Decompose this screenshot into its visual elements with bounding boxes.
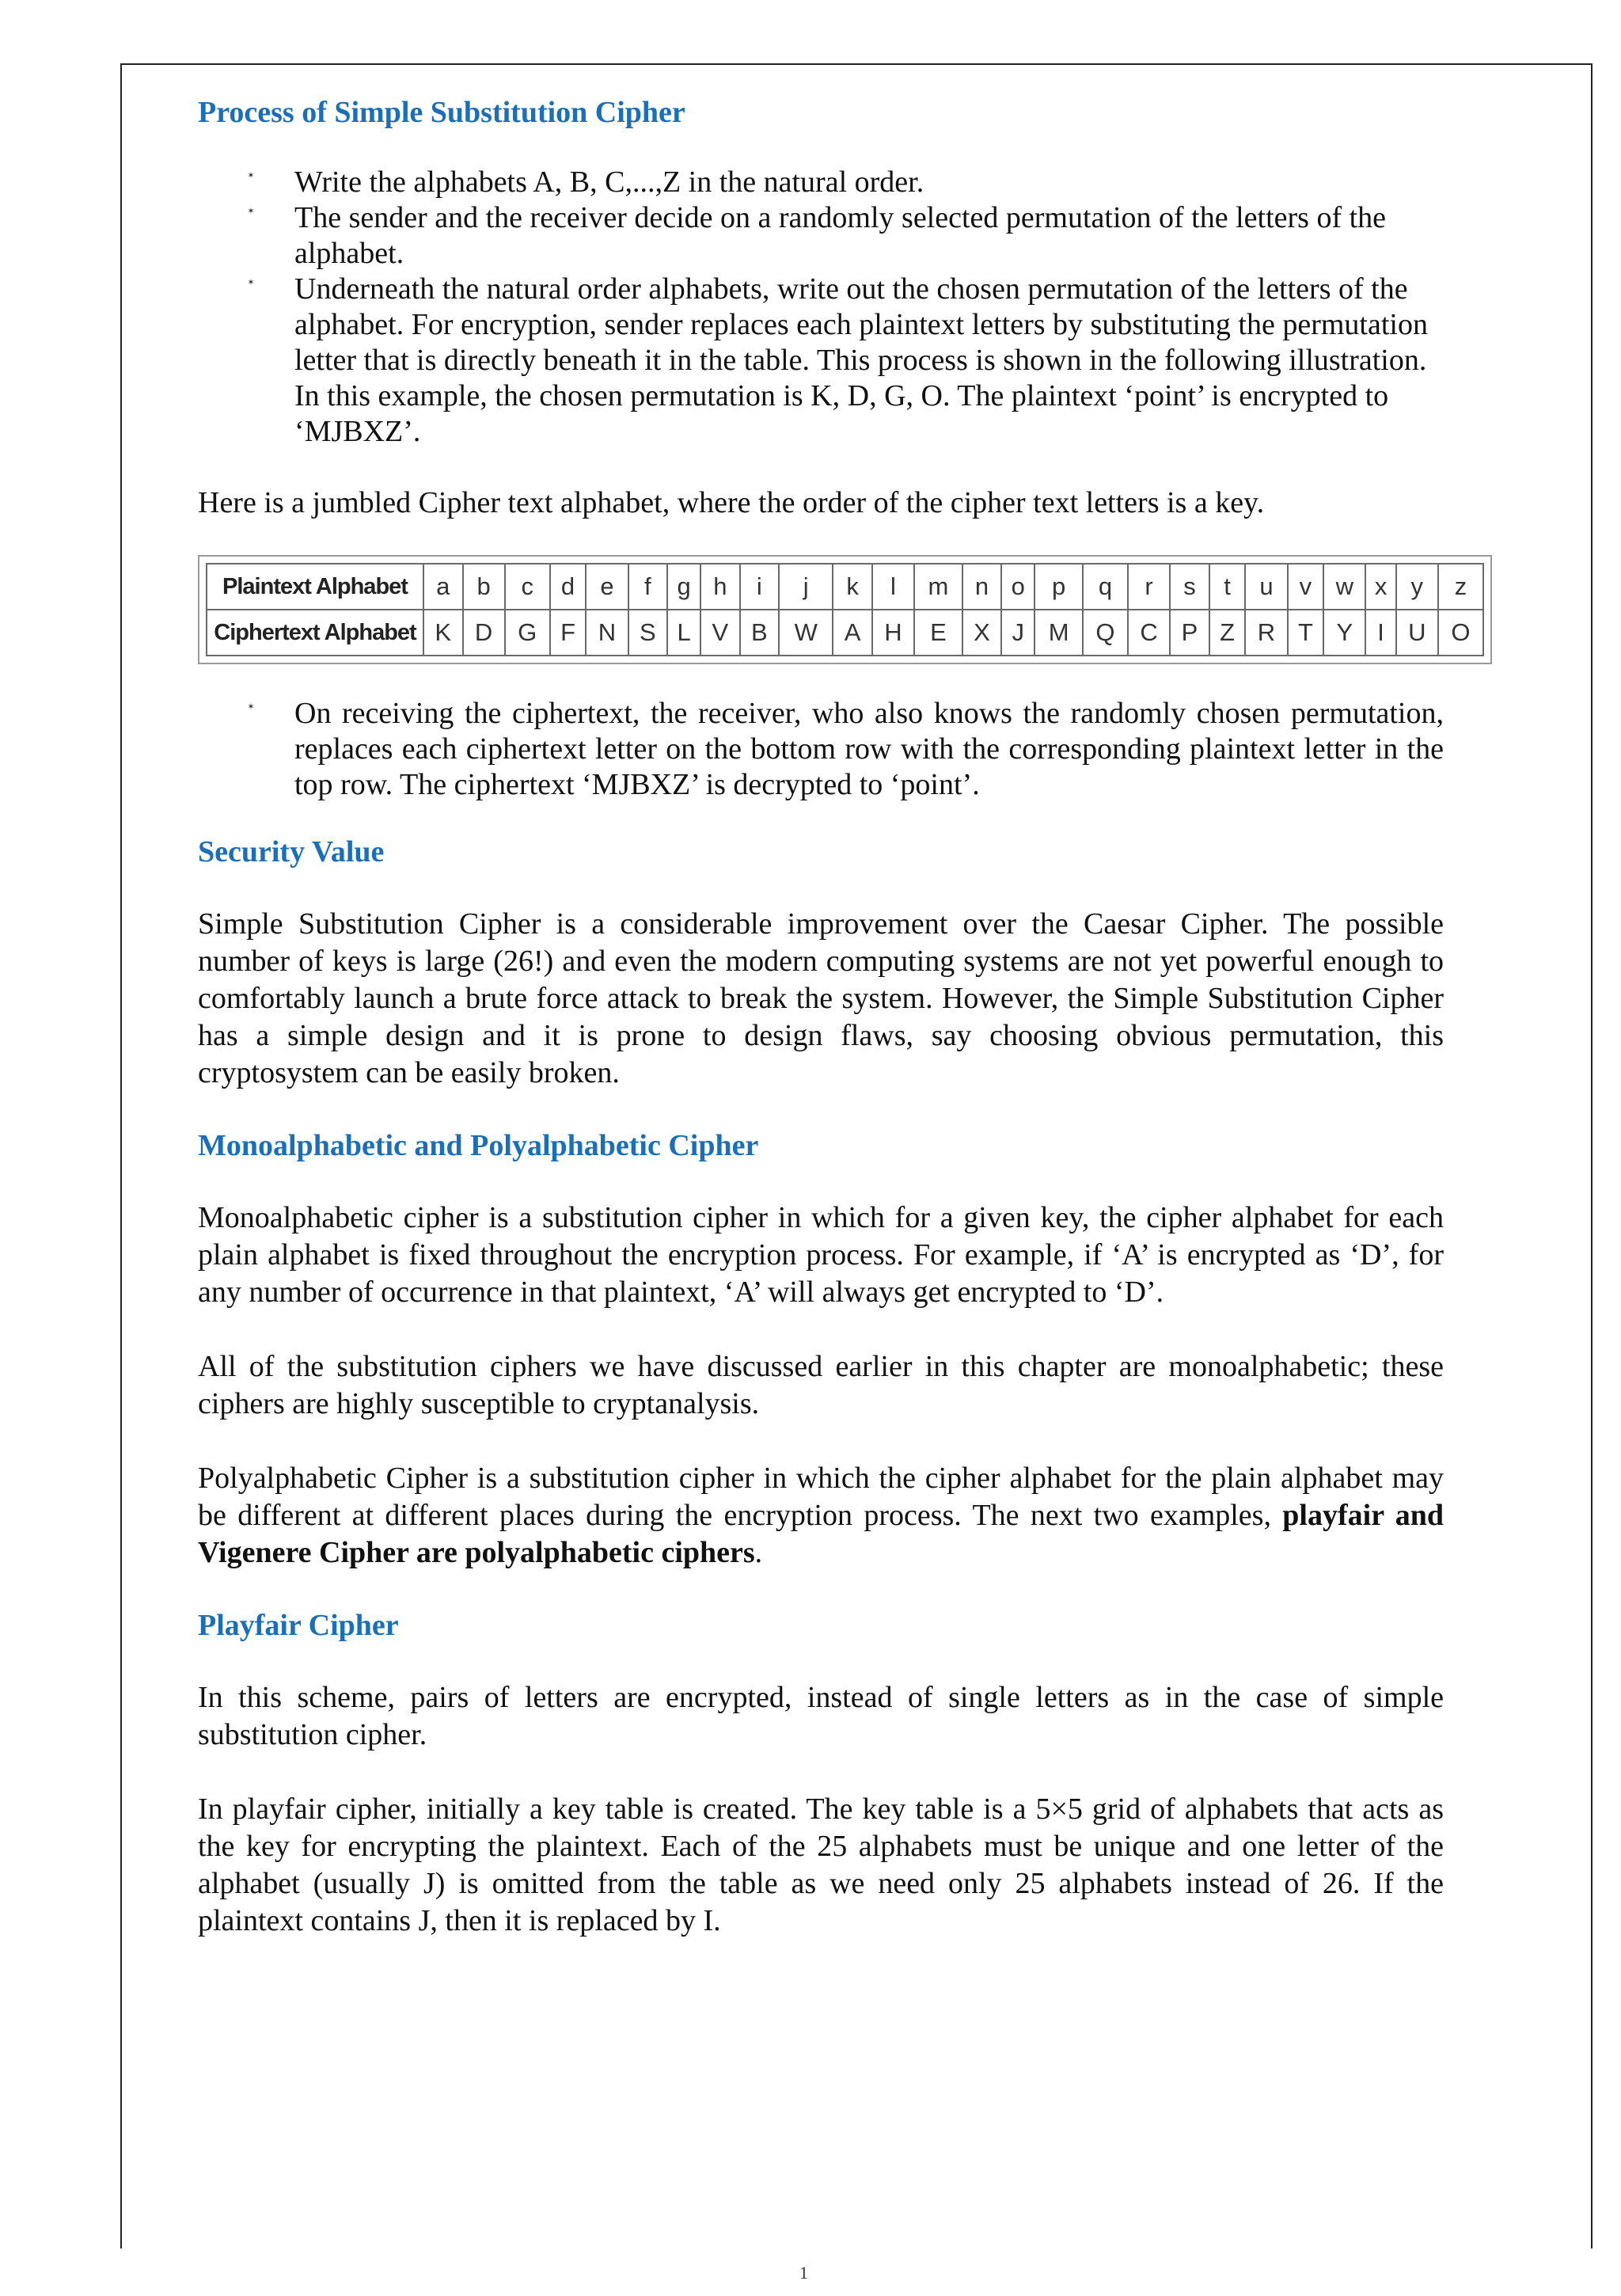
plaintext-cell: y: [1396, 564, 1438, 610]
security-paragraph: Simple Substitution Cipher is a considerable improvement over the Caesar Cipher. The possible number of keys is large (26!) and even the modern computing systems are not yet powerful enough to comfortably launch a brute force attack to break the system. However, the Simple Substitution Cipher has a simple design and it is prone to design flaws, say choosing obvious permutation, this cryptosystem can be easily broken.: [198, 907, 1444, 1089]
plaintext-cell: s: [1170, 564, 1209, 610]
ciphertext-cell: L: [667, 610, 700, 656]
plaintext-cell: k: [833, 564, 872, 610]
list-item: ✶ On receiving the ciphertext, the receiver, who also knows the randomly chosen permutation, replaces each ciphertext letter on the bottom row with the corresponding plaintext letter in the top row. The ciphertext ‘MJBXZ’ is decrypted to ‘point’.: [247, 697, 1444, 801]
plaintext-cell: c: [505, 564, 550, 610]
plaintext-cell: j: [779, 564, 833, 610]
ciphertext-cell: K: [423, 610, 463, 656]
plaintext-cell: d: [550, 564, 587, 610]
plaintext-row: [207, 564, 1483, 610]
ciphertext-cell: Y: [1323, 610, 1365, 656]
ciphertext-cell: T: [1288, 610, 1324, 656]
mono-paragraph: Monoalphabetic cipher is a substitution cipher in which for a given key, the cipher alphabet for each plain alphabet is fixed throughout the encryption process. For example, if ‘A’ is encrypted as ‘D’, for any number of occurrence in that plaintext, ‘A’ will always get encrypted to ‘D’.: [198, 1201, 1444, 1309]
plaintext-cell: z: [1438, 564, 1483, 610]
ciphertext-cell: C: [1128, 610, 1170, 656]
ciphertext-cell: U: [1396, 610, 1438, 656]
ciphertext-cell: W: [779, 610, 833, 656]
plaintext-cell: n: [962, 564, 1002, 610]
bullet-icon: ✶: [247, 170, 255, 181]
ciphertext-cell: X: [962, 610, 1002, 656]
heading-security: Security Value: [198, 835, 385, 869]
decrypt-step-list: [198, 696, 1444, 803]
ciphertext-cell: P: [1170, 610, 1209, 656]
ciphertext-cell: E: [914, 610, 962, 656]
ciphertext-cell: N: [586, 610, 628, 656]
poly-paragraph: Polyalphabetic Cipher is a substitution cipher in which the cipher alphabet for the plain alphabet may be different at different places during the encryption process. The next two examples, playfair and Vigenere Cipher are polyalphabetic ciphers.: [198, 1462, 1444, 1569]
plaintext-cell: r: [1128, 564, 1170, 610]
cipher-table-figure: [198, 555, 1492, 664]
ciphertext-cell: B: [740, 610, 780, 656]
plaintext-cell: o: [1001, 564, 1034, 610]
ciphertext-label: Ciphertext Alphabet: [207, 610, 423, 656]
page-number: 1: [799, 2263, 808, 2283]
bullet-icon: ✶: [247, 701, 255, 712]
plaintext-cell: l: [872, 564, 914, 610]
ciphertext-cell: H: [872, 610, 914, 656]
bullet-icon: ✶: [247, 206, 255, 216]
plaintext-cell: v: [1288, 564, 1324, 610]
ciphertext-cell: O: [1438, 610, 1483, 656]
plaintext-cell: h: [700, 564, 740, 610]
document-body: [198, 93, 1471, 1940]
cipher-table: [206, 563, 1484, 656]
process-steps-list: [198, 165, 1444, 450]
ciphertext-cell: F: [550, 610, 587, 656]
ciphertext-cell: S: [628, 610, 668, 656]
ciphertext-cell: G: [505, 610, 550, 656]
plaintext-cell: q: [1083, 564, 1128, 610]
ciphertext-row: [207, 610, 1483, 656]
plaintext-cell: w: [1323, 564, 1365, 610]
plaintext-cell: u: [1245, 564, 1287, 610]
ciphertext-cell: A: [833, 610, 872, 656]
ciphertext-cell: Z: [1209, 610, 1246, 656]
poly-emphasis: playfair and Vigenere Cipher are polyalphabetic ciphers: [198, 1499, 1444, 1569]
ciphertext-cell: Q: [1083, 610, 1128, 656]
plaintext-cell: g: [667, 564, 700, 610]
plaintext-cell: x: [1365, 564, 1395, 610]
heading-mono-poly: Monoalphabetic and Polyalphabetic Cipher: [198, 1129, 759, 1162]
plaintext-cell: i: [740, 564, 780, 610]
plaintext-cell: f: [628, 564, 668, 610]
cipher-intro-text: Here is a jumbled Cipher text alphabet, where the order of the cipher text letters is a key.: [198, 486, 1265, 519]
list-item: ✶ Underneath the natural order alphabets, write out the chosen permutation of the letters of the alphabet. For encryption, sender replaces each plaintext letters by substituting the permutation letter that is directly beneath it in the table. This process is shown in the following illustration. In this example, the chosen permutation is K, D, G, O. The plaintext ‘point’ is encrypted to ‘MJBXZ’.: [247, 272, 1428, 448]
ciphertext-cell: D: [463, 610, 505, 656]
ciphertext-cell: M: [1034, 610, 1083, 656]
heading-playfair: Playfair Cipher: [198, 1609, 399, 1642]
list-item: ✶ The sender and the receiver decide on a randomly selected permutation of the letters of the alphabet.: [247, 201, 1387, 270]
ciphertext-cell: I: [1365, 610, 1395, 656]
playfair-intro-paragraph: In this scheme, pairs of letters are encrypted, instead of single letters as in the case of simple substitution cipher.: [198, 1681, 1444, 1751]
bullet-icon: ✶: [247, 277, 255, 287]
ciphertext-cell: J: [1001, 610, 1034, 656]
mono-summary-paragraph: All of the substitution ciphers we have discussed earlier in this chapter are monoalphabetic; these ciphers are highly susceptible to cryptanalysis.: [198, 1350, 1444, 1420]
playfair-key-table-paragraph: In playfair cipher, initially a key table is created. The key table is a 5×5 grid of alphabets that acts as the key for encrypting the plaintext. Each of the 25 alphabets must be unique and one letter of the alphabet (usually J) is omitted from the table as we need only 25 alphabets instead of 26. If the plaintext contains J, then it is replaced by I.: [198, 1792, 1444, 1937]
plaintext-cell: t: [1209, 564, 1246, 610]
ciphertext-cell: R: [1245, 610, 1287, 656]
list-item: ✶ Write the alphabets A, B, C,...,Z in the natural order.: [247, 165, 924, 199]
plaintext-label: Plaintext Alphabet: [207, 564, 423, 610]
plaintext-cell: b: [463, 564, 505, 610]
plaintext-cell: e: [586, 564, 628, 610]
ciphertext-cell: V: [700, 610, 740, 656]
plaintext-cell: m: [914, 564, 962, 610]
plaintext-cell: p: [1034, 564, 1083, 610]
heading-process: Process of Simple Substitution Cipher: [198, 96, 685, 129]
plaintext-cell: a: [423, 564, 463, 610]
